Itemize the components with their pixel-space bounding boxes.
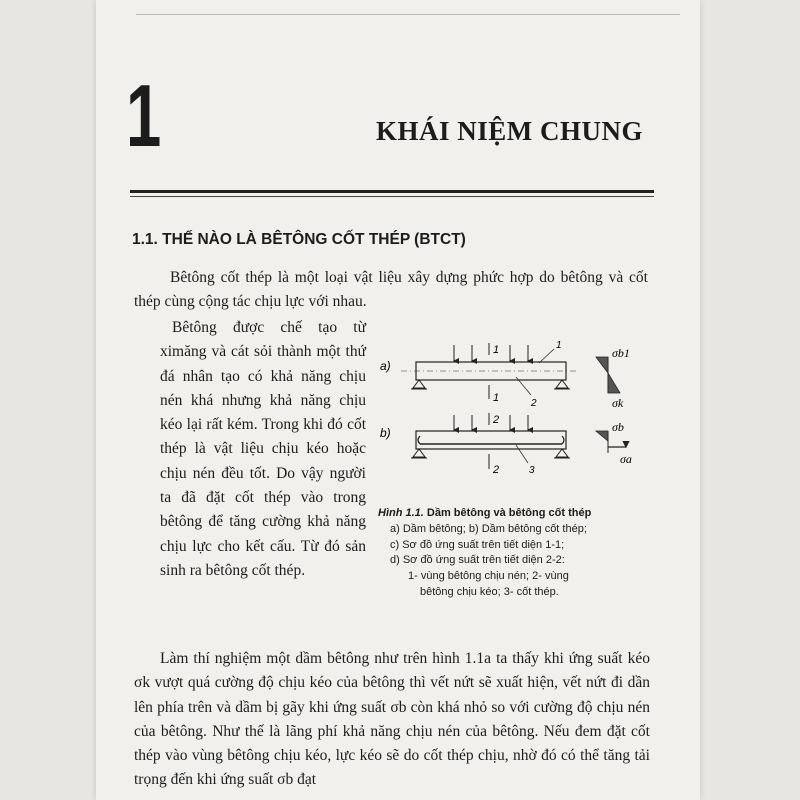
chapter-rule-thin: [130, 196, 654, 197]
stress-diagram-1-1: [596, 357, 620, 393]
label-zone-2: 2: [531, 398, 537, 409]
chapter-title: KHÁI NIỆM CHUNG: [376, 116, 644, 146]
beam-figure: [376, 335, 656, 485]
header-rule: [136, 14, 680, 15]
label-sigma-b1: σb1: [612, 346, 630, 360]
label-sigma-k: σk: [612, 396, 624, 410]
caption-line-zones-1: 1- vùng bêtông chịu nén; 2- vùng: [408, 570, 569, 583]
label-sigma-a: σa: [620, 452, 632, 466]
section-heading: 1.1. THẾ NÀO LÀ BÊTÔNG CỐT THÉP (BTCT): [132, 231, 466, 248]
label-section-2-top: 2: [493, 414, 500, 426]
label-sigma-b: σb: [612, 420, 624, 434]
caption-line-d: d) Sơ đồ ứng suất trên tiết diện 2-2:: [390, 554, 565, 567]
label-zone-3: 3: [529, 465, 535, 476]
label-zone-1: 1: [556, 340, 562, 351]
beam-b: [411, 413, 570, 469]
paragraph-3: Làm thí nghiệm một dầm bêtông như trên hình 1.1a ta thấy khi ứng suất kéo σk vượt quá cường độ chịu kéo của bêtông thì vết nứt sẽ xuất hiện, vết nứt đi dần lên phía trên và dầm bị gãy khi ứng suất σb còn khá nhỏ so với cường độ chịu nén của bêtông. Như thế là lãng phí khả năng chịu nén của bêtông. Nếu đem đặt cốt thép vào vùng bêtông chịu kéo, lực kéo sẽ do cốt thép chịu, nhờ đó có thể tăng tải trọng đến khi ứng suất σb đạt: [134, 650, 650, 789]
paragraph-2: Bêtông được chế tạo từ ximăng và cát sỏi thành một thứ đá nhân tạo có khả năng chịu nén khá nhưng khả năng chịu kéo lại rất kém. Trong khi đó cốt thép là vật liệu chịu kéo hoặc chịu nén đều tốt. Do vậy người ta đã đặt cốt thép vào trong bêtông để tăng cường khả năng chịu lực cho kết cấu. Từ đó sản sinh ra bêtông cốt thép.: [160, 319, 366, 579]
label-a: a): [380, 359, 391, 373]
caption-figure-number: Hình 1.1.: [378, 507, 424, 519]
beam-a: [401, 343, 576, 399]
caption-line-a-b: a) Dầm bêtông; b) Dầm bêtông cốt thép;: [390, 522, 587, 535]
chapter-number: 1: [126, 66, 162, 165]
label-section-1-top: 1: [493, 344, 500, 356]
caption-title: Dầm bêtông và bêtông cốt thép: [426, 507, 592, 519]
caption-line-zones-2: bêtông chịu kéo; 3- cốt thép.: [420, 585, 559, 598]
caption-title-line: [378, 506, 648, 522]
book-page: [96, 0, 700, 800]
caption-line-c: c) Sơ đồ ứng suất trên tiết diện 1-1;: [390, 538, 565, 551]
label-b: b): [380, 426, 391, 440]
paragraph-1: Bêtông cốt thép là một loại vật liệu xây dựng phức hợp do bêtông và cốt thép cùng cộng tác chịu lực với nhau.: [134, 269, 648, 311]
label-section-1-bottom: 1: [493, 392, 500, 404]
stress-diagram-2-2: [596, 431, 626, 453]
figure-caption: [378, 506, 648, 601]
label-section-2-bottom: 2: [493, 464, 500, 476]
chapter-rule-thick: [130, 190, 654, 193]
